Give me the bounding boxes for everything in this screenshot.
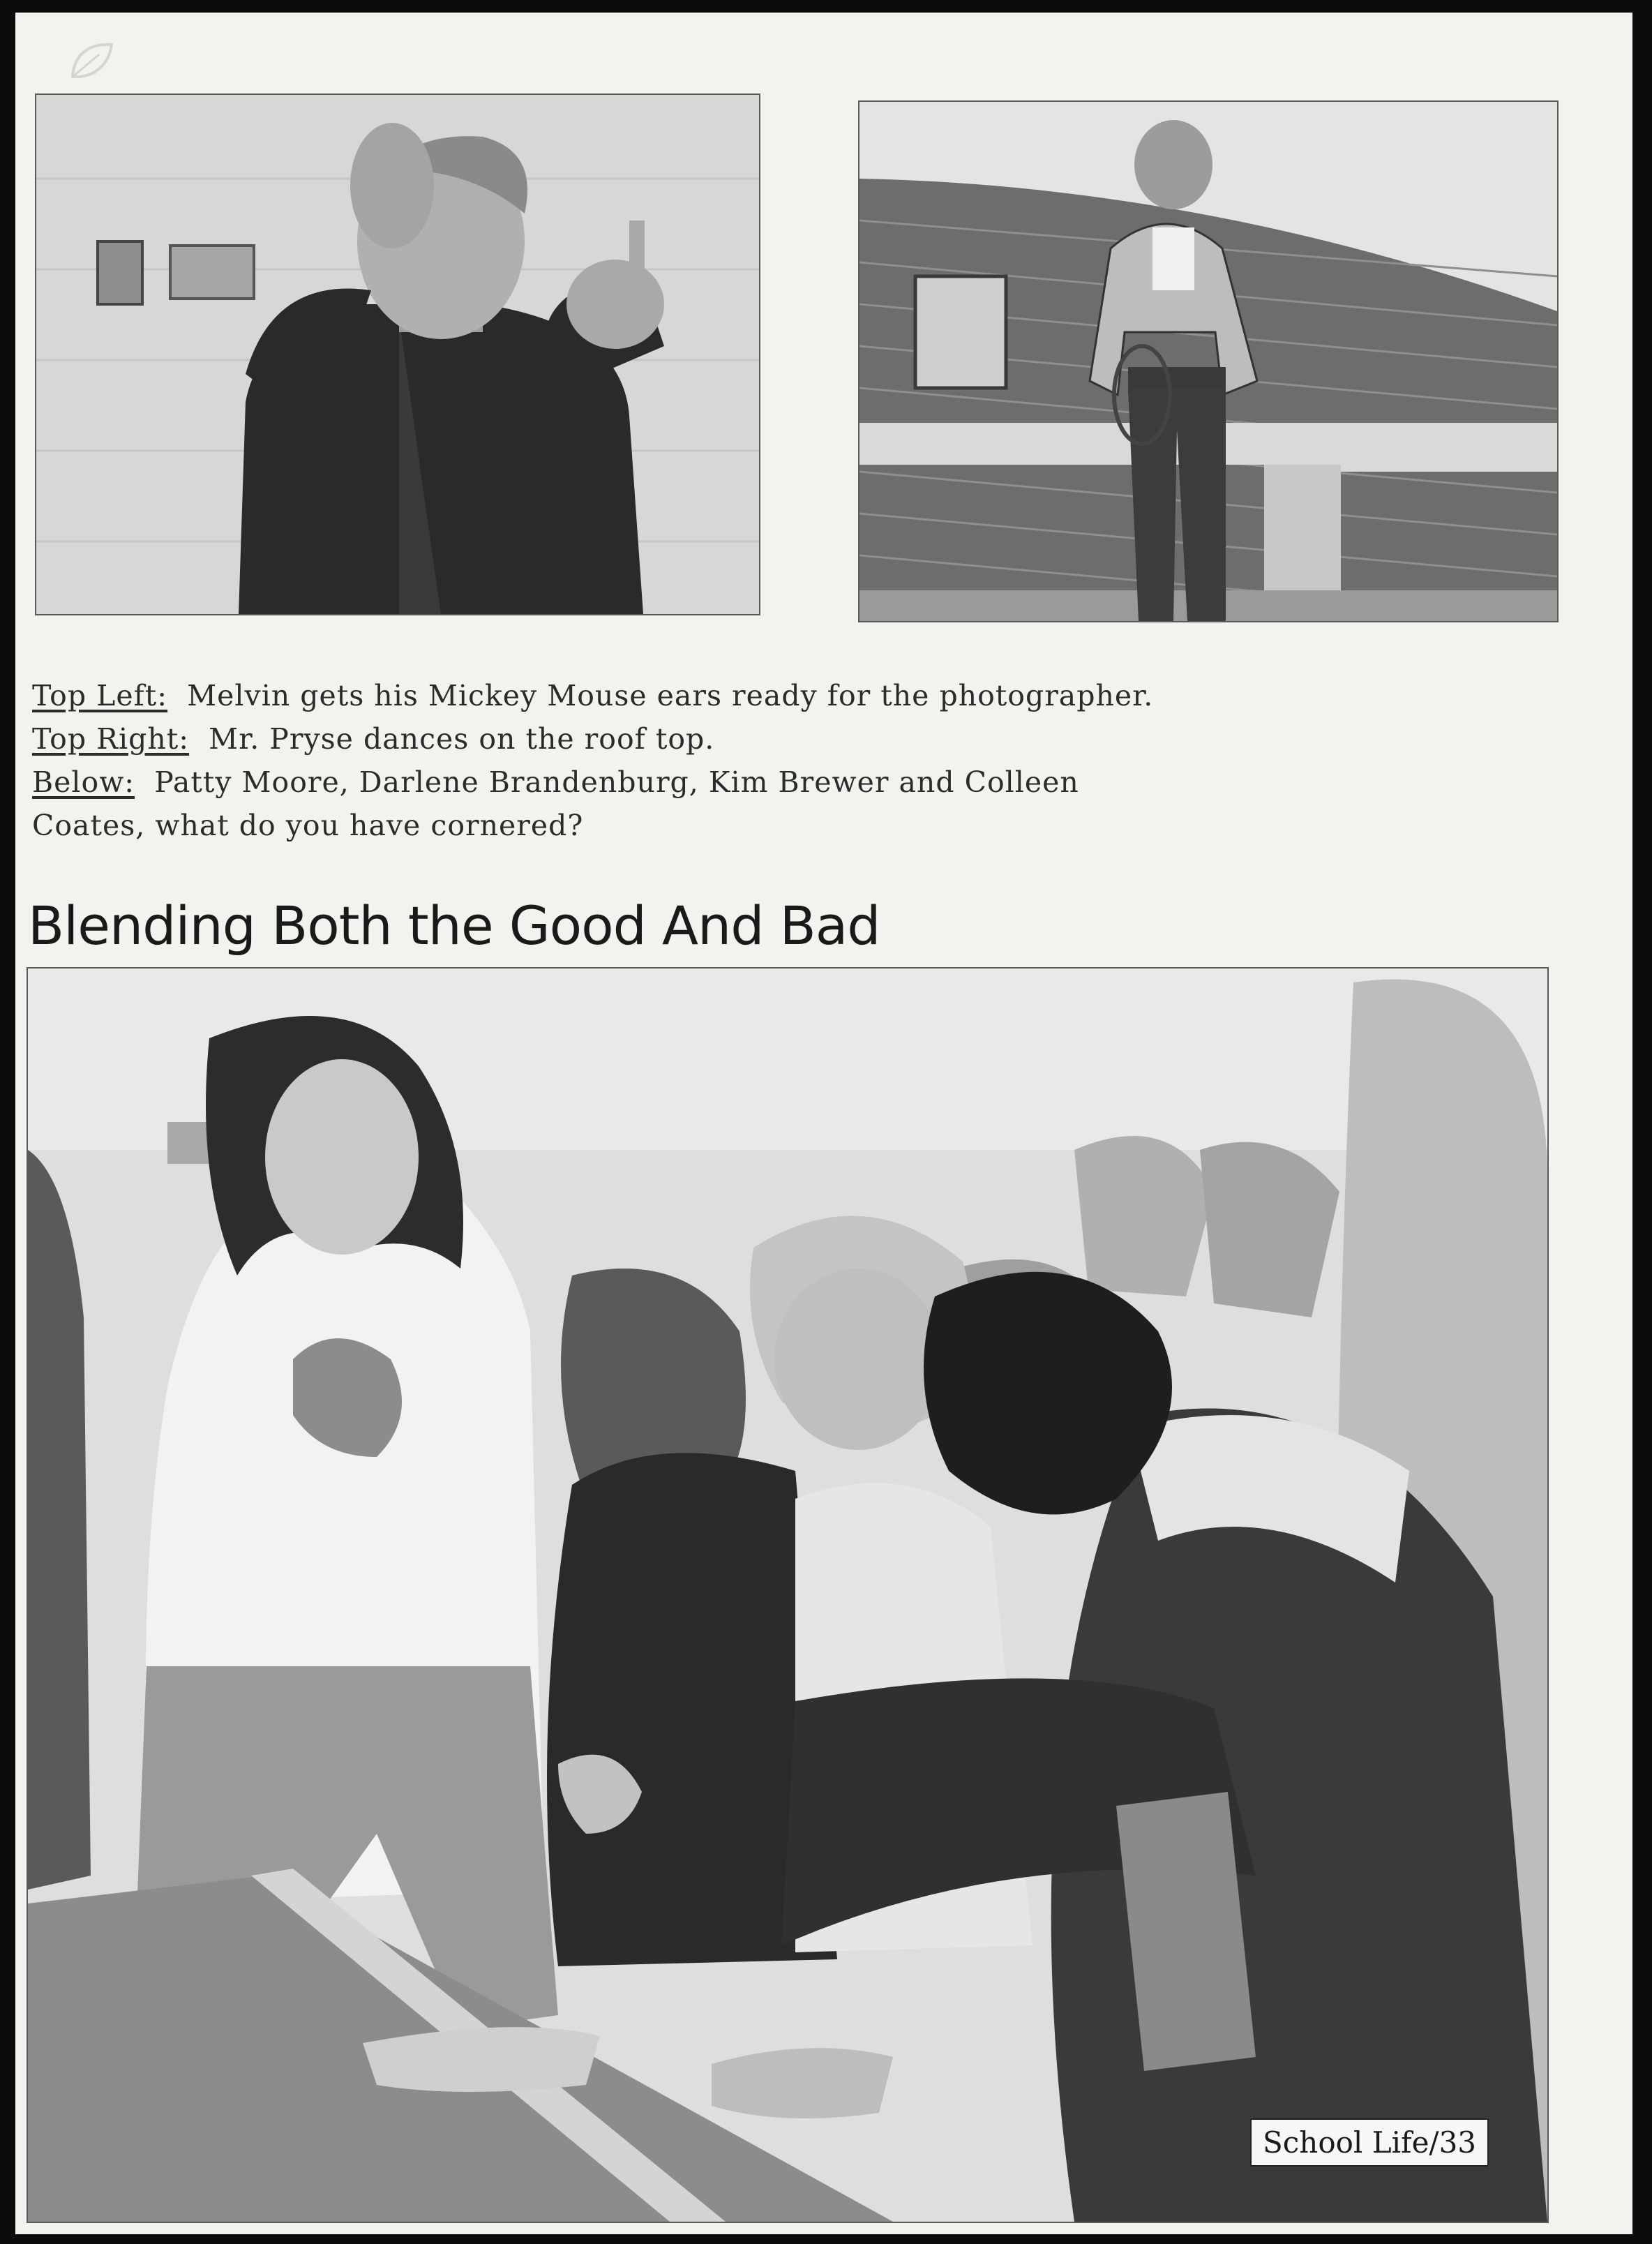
caption-label-below: Below: — [32, 765, 135, 799]
caption-label-top-left: Top Left: — [32, 679, 168, 712]
photo-main — [27, 967, 1549, 2223]
caption-below-continued: Coates, what do you have cornered? — [32, 809, 584, 842]
photo-top-left — [35, 94, 760, 615]
page-headline: Blending Both the Good And Bad — [28, 895, 880, 957]
yearbook-page — [15, 13, 1632, 2234]
caption-below — [32, 761, 1427, 804]
caption-top-left — [32, 674, 1427, 717]
leaf-icon — [67, 39, 116, 82]
caption-text-top-right: Mr. Pryse dances on the roof top. — [209, 722, 715, 756]
photo-top-right — [858, 100, 1559, 622]
caption-top-right — [32, 717, 1427, 761]
caption-label-top-right: Top Right: — [32, 722, 190, 756]
caption-text-top-left: Melvin gets his Mickey Mouse ears ready for the photographer. — [187, 679, 1154, 712]
photo-captions — [32, 674, 1427, 847]
caption-text-below: Patty Moore, Darlene Brandenburg, Kim Brewer and Colleen — [154, 765, 1079, 799]
page-number-label: School Life/33 — [1250, 2118, 1489, 2167]
